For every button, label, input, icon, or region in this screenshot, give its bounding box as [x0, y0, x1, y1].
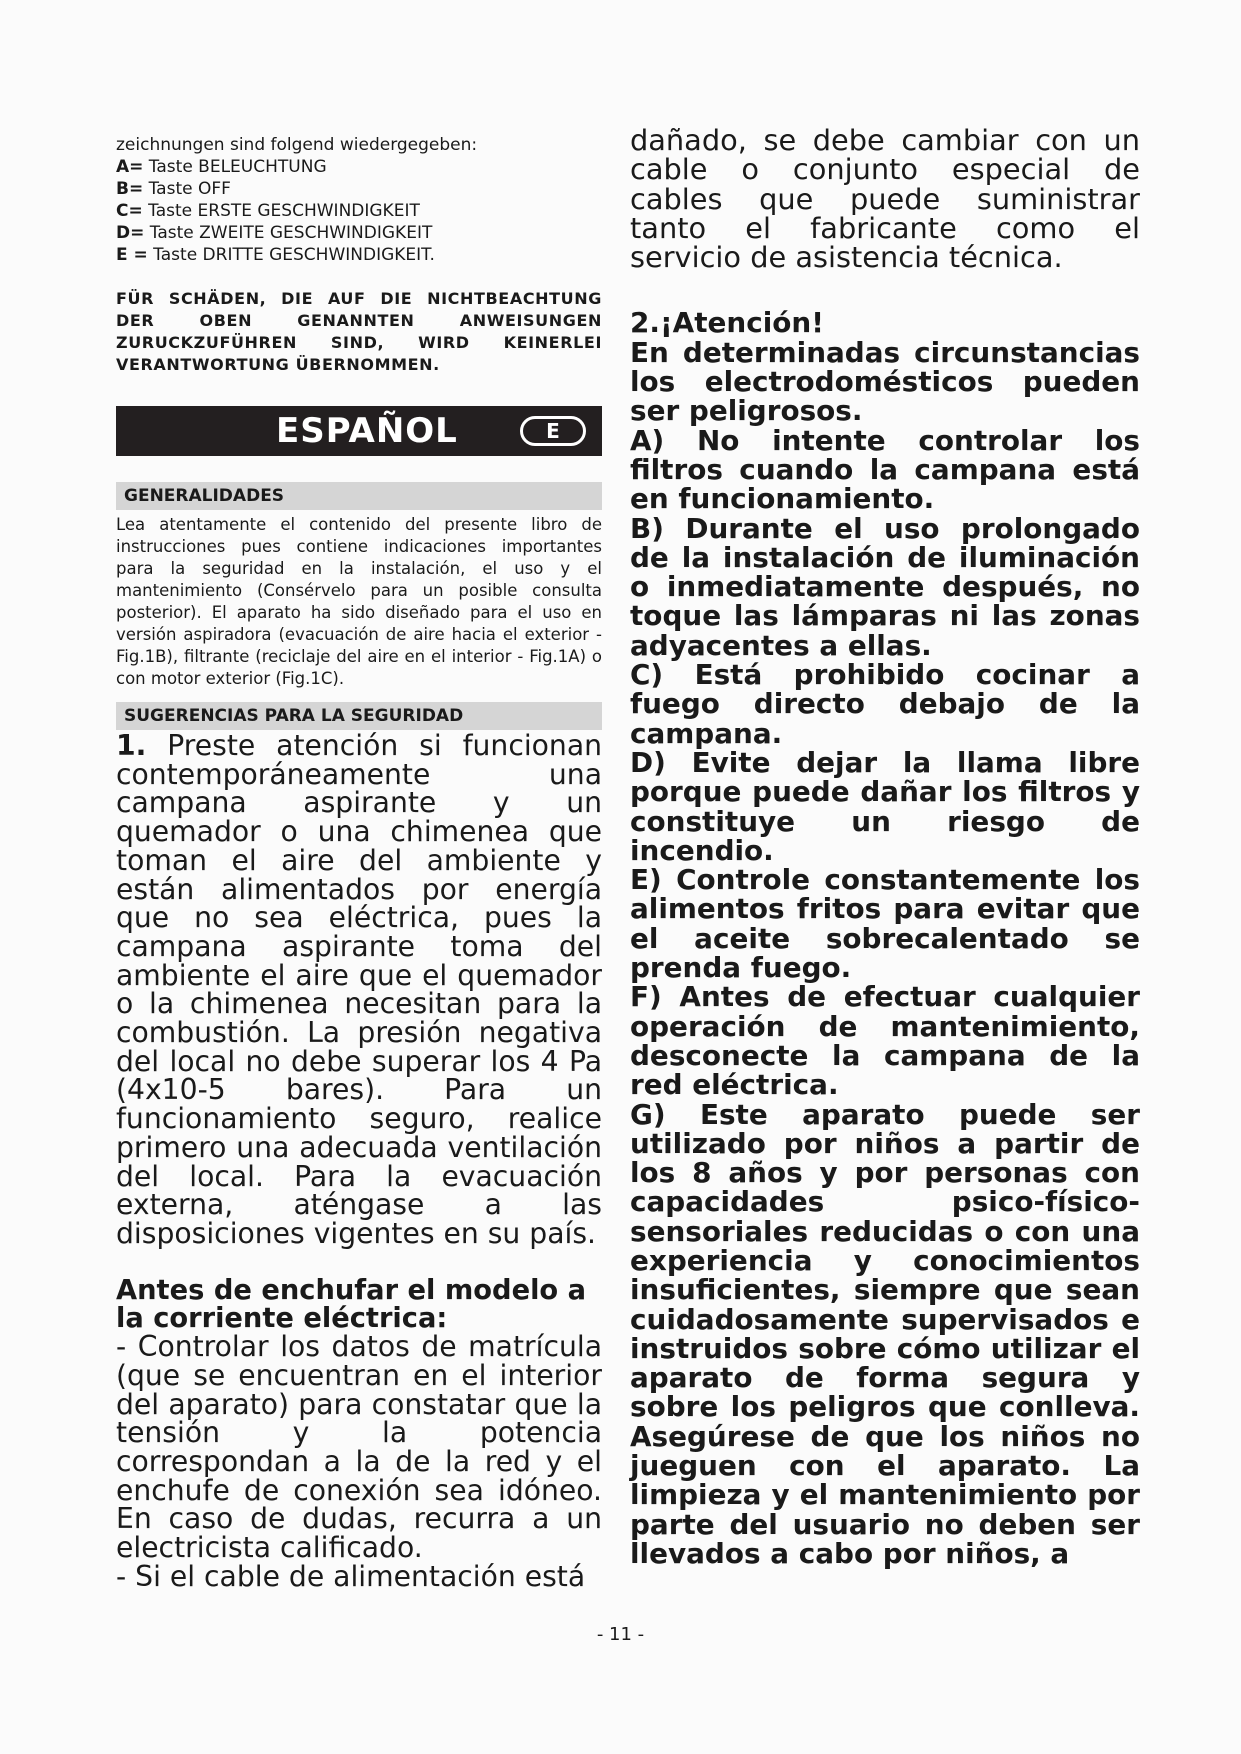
section-heading-generalidades: GENERALIDADES	[116, 482, 602, 510]
attention-heading: 2.¡Atención!	[630, 306, 824, 340]
language-title: ESPAÑOL	[276, 411, 458, 451]
attention-item-a: A) No intente controlar los filtros cuando la campana está en funcionamiento.	[630, 423, 1140, 516]
key-text: Taste ZWEITE GESCHWINDIGKEIT	[144, 223, 433, 243]
attention-item-e: E) Controle constantemente los alimentos fritos para evitar que el aceite sobrecalentado se prenda fuego.	[630, 863, 1140, 985]
attention-item-b: B) Durante el uso prolongado de la instalación de iluminación o inmediatamente después, no toque las lámparas ni las zonas adyacentes a ellas.	[630, 511, 1140, 662]
key-letter: E =	[116, 245, 148, 265]
section-heading-seguridad: SUGERENCIAS PARA LA SEGURIDAD	[116, 702, 602, 730]
attention-block	[630, 308, 1140, 1568]
key-letter: C=	[116, 201, 143, 221]
generalidades-text: Lea atentamente el contenido del presente libro de instrucciones pues contiene indicaciones importantes para la seguridad en la instalación, el uso y el mantenimiento (Consérvelo para un posible consulta posterior). El aparato ha sido diseñado para el uso en versión aspiradora (evacuación de aire hacia el exterior - Fig.1B), filtrante (reciclaje del aire en el interior - Fig.1A) o con motor exterior (Fig.1C).	[116, 515, 602, 688]
language-badge: E	[520, 416, 586, 446]
cable-text-start: - Si el cable de alimentación está	[116, 1559, 586, 1593]
language-banner	[116, 406, 602, 456]
attention-item-f: F) Antes de efectuar cualquier operación de mantenimiento, desconecte la campana de la red eléctrica.	[630, 980, 1140, 1102]
page-number: - 11 -	[596, 1624, 645, 1645]
key-list	[116, 156, 602, 266]
attention-item-c: C) Está prohibido cocinar a fuego directo debajo de la campana.	[630, 658, 1140, 750]
key-item	[116, 244, 602, 266]
before-plugging-text: - Controlar los datos de matrícula (que se encuentran en el interior del aparato) para constatar que la tensión y la potencia correspondan a la de la red y el enchufe de conexión sea idóneo. En caso de dudas, recurra a un electricista calificado.	[116, 1330, 602, 1565]
key-letter: B=	[116, 179, 144, 199]
key-text: Taste ERSTE GESCHWINDIGKEIT	[142, 201, 420, 221]
right-column	[630, 123, 1140, 1570]
key-item	[116, 178, 602, 200]
attention-item-g: G) Este aparato puede ser utilizado por niños a partir de los 8 años y por personas con capacidades psico-físico-sensoriales reducidas o con una experiencia y conocimientos insuficientes, siempre que sean cuidadosamente supervisados e instruidos sobre cómo utilizar el aparato de forma segura y sobre los peligros que conlleva. Asegúrese de que los niños no jueguen con el aparato. La limpieza y el mantenimiento por parte del usuario no deben ser llevados a cabo por niños, a	[630, 1097, 1140, 1570]
key-letter: A=	[116, 157, 144, 177]
key-item	[116, 156, 602, 178]
item-number: 1.	[116, 729, 147, 762]
key-text: Taste OFF	[143, 179, 231, 199]
safety-item-1-text: Preste atención si funcionan contemporáneamente una campana aspirante y un quemador o una chimenea que toman el aire del ambiente y están alimentados por energía que no sea eléctrica, pues la campana aspirante toma del ambiente el aire que el quemador o la chimenea necesitan para la combustión. La presión negativa del local no debe superar los 4 Pa (4x10-5 bares). Para un funcionamiento seguro, realice primero una adecuada ventilación del local. Para la evacuación externa, aténgase a las disposiciones vigentes en su país.	[116, 729, 602, 1250]
key-item	[116, 200, 602, 222]
key-letter: D=	[116, 223, 145, 243]
safety-item-1	[116, 729, 602, 1250]
german-intro: zeichnungen sind folgend wiedergegeben:	[116, 135, 478, 155]
before-plugging-heading: Antes de enchufar el modelo a la corriente eléctrica:	[116, 1274, 587, 1334]
key-text: Taste BELEUCHTUNG	[143, 157, 327, 177]
left-column	[116, 134, 602, 1591]
german-liability-warning: FÜR SCHÄDEN, DIE AUF DIE NICHTBEACHTUNG DER OBEN GENANNTEN ANWEISUNGEN ZURUCKZUFÜHREN SIND, WIRD KEINERLEI VERANTWORTUNG ÜBERNOMMEN.	[116, 289, 602, 374]
attention-item-d: D) Evite dejar la llama libre porque puede dañar los filtros y constituye un riesgo de incendio.	[630, 745, 1140, 867]
key-text: Taste DRITTE GESCHWINDIGKEIT.	[147, 245, 435, 265]
attention-intro: En determinadas circunstancias los electrodomésticos pueden ser peligrosos.	[630, 335, 1140, 428]
cable-text-continued: dañado, se debe cambiar con un cable o conjunto especial de cables que puede suministrar tanto el fabricante como el servicio de asistencia técnica.	[630, 123, 1140, 275]
key-item	[116, 222, 602, 244]
